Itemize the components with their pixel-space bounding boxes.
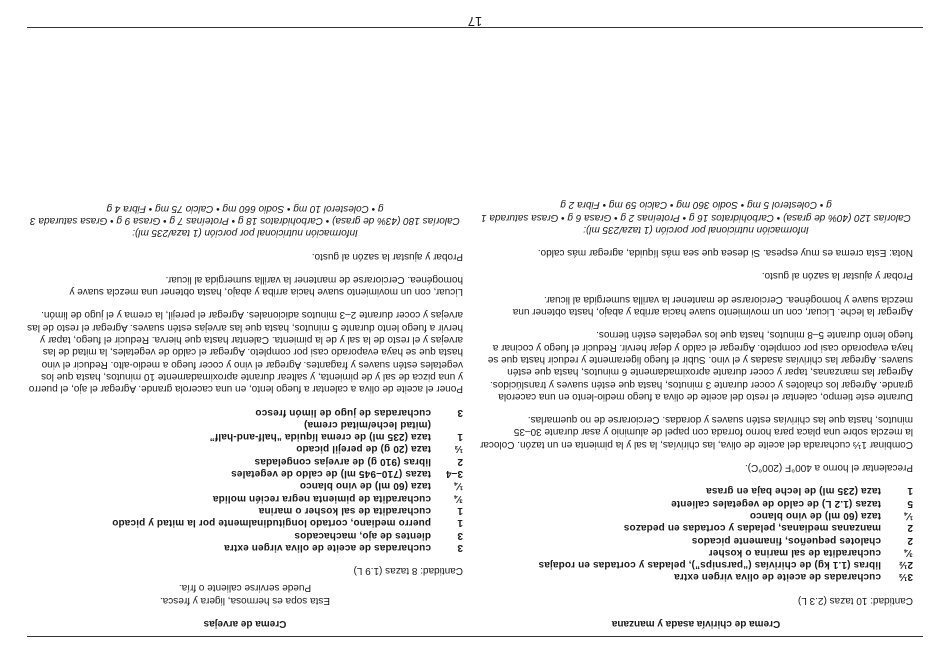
ingredient-quantity: 2 — [457, 455, 463, 467]
ingredient-text: libras (1.1 kg) de chirivías (“parsnips”), peladas y cortadas en rodajas — [538, 559, 881, 571]
recipe-steps — [27, 249, 463, 394]
recipe-step: Poner el aceite de oliva a calentar a fuego lento, en una cacerola grande. Agregar el ajo, el puerro y una pizca de sal y de pimienta, y saltear durante aproximadamente 10 minutos, hasta que los vegetales estén suaves y fragantes. Agregar el vino y cocer fuego a medio-alto. Reducir el vino hasta que se haya evaporado casi por completo. Agregar el caldo de vegetales, la mitad de las arvejas y el resto de la sal y de la pimienta. Calentar hasta que hierva. Reducir el fuego, tapar y hervir a fuego lento durante 5 minutos, hasta que las arvejas estén suaves. Agregar el resto de las arvejas y cocer durante 2–3 minutos adicionales. Agregar el perejil, la crema y el jugo de limón. — [27, 309, 463, 395]
ingredient-item — [479, 521, 913, 533]
ingredient-text: tazas (710–945 ml) de caldo de vegetales — [231, 468, 431, 480]
ingredient-item — [479, 509, 913, 521]
recipe-yield: Cantidad: 10 tazas (2.3 L) — [797, 594, 913, 606]
ingredient-quantity: 3 — [457, 541, 463, 553]
nutrition-values: Calorías 180 (43% de grasa) • Carbohidratos 18 g • Proteínas 7 g • Grasa 9 g • Grasa saturada 3 g • Colesterol 10 mg • Sodio 660 mg • Calcio 75 mg • Fibra 4 g — [30, 202, 460, 226]
ingredient-quantity: 3–4 — [445, 468, 463, 480]
ingredient-text: cucharadas de aceite de oliva virgen extra — [224, 541, 431, 553]
ingredient-item — [27, 491, 463, 503]
ingredient-text: manzanas medianas, peladas y cortadas en pedazos — [623, 522, 881, 534]
ingredient-quantity: 5 — [907, 497, 913, 509]
ingredient-item — [27, 442, 463, 454]
ingredient-quantity: ⅓ — [454, 443, 463, 455]
ingredient-item — [479, 546, 913, 558]
recipe-step: Probar y ajustar la sazón al gusto. — [311, 250, 463, 262]
page-number: 17 — [467, 14, 483, 29]
recipe-step: Durante este tiempo, calentar el resto del aceite de oliva a fuego medio-lento en una cacerola grande. Agregar los chalotes y cocer durante 3 minutos, hasta que estén suaves y translúcidos. Agregar las manzanas, tapar y cocer durante aproximadamente 6 minutos, hasta que estén suaves. Agregar las chirivías asadas y el vino. Subir el fuego ligeramente y reducir hasta que se haya evaporado casi por completo. Agregar el caldo y dejar hervir. Reducir el fuego y cocinar a fuego lento durante 5–8 minutos, hasta que los vegetales estén tiernos. — [487, 329, 913, 402]
recipe-yield: Cantidad: 8 tazas (1.9 L) — [353, 565, 463, 577]
recipe-column-parsnip — [479, 198, 913, 629]
ingredient-quantity: ¼ — [454, 480, 463, 492]
ingredient-text: taza (60 ml) de vino blanco — [299, 480, 431, 492]
ingredient-text: tazas (1.2 L) de caldo de vegetales caliente — [670, 497, 881, 509]
recipe-intro-line: Puede servirse caliente o fría. — [178, 582, 312, 594]
recipe-step: Combinar 1⅓ cucharada del aceite de oliva, las chirivías, la sal y la pimienta en un tazón. Colocar la mezcla sobre una placa para horno forrada con papel de aluminio y asar durante 30–35 minutos, hasta que las chirivías estén suaves y doradas. Cerciorarse de no quemarlas. — [479, 414, 913, 450]
recipe-steps — [479, 246, 913, 473]
ingredient-text: taza (235 ml) de leche baja en grasa — [706, 485, 881, 497]
ingredient-text: (mitad leche/mitad crema) — [303, 418, 431, 430]
ingredient-quantity — [431, 418, 463, 430]
nutrition-values: Calorías 120 (40% de grasa) • Carbohidratos 16 g • Proteínas 2 g • Grasa 6 g • Grasa saturada 1 g • Colesterol 5 mg • Sodio 360 mg • Calcio 59 mg • Fibra 2 g — [481, 199, 911, 223]
ingredient-list — [27, 405, 463, 553]
ingredient-quantity: ¼ — [904, 509, 913, 521]
ingredient-quantity: 1 — [457, 517, 463, 529]
ingredient-item — [479, 570, 913, 582]
recipe-step: Precalentar el horno a 400°F (200°C). — [744, 462, 913, 474]
ingredient-text: cucharadas de jugo de limón fresco — [255, 406, 431, 418]
recipe-title: Crema de chirivía asada y manzana — [611, 618, 781, 629]
ingredient-text: cucharadita de pimienta negra recién molida — [212, 492, 431, 504]
nutrition-title: Información nutricional por porción (1 taza/235 ml): — [583, 223, 809, 235]
ingredient-item — [27, 405, 463, 417]
recipe-step: Probar y ajustar la sazón al gusto. — [761, 270, 913, 282]
nutrition-info — [27, 201, 463, 238]
nutrition-info — [479, 198, 913, 235]
ingredient-item — [27, 479, 463, 491]
ingredient-list — [479, 484, 913, 582]
ingredient-text: cucharadita de sal marina o kosher — [708, 546, 881, 558]
ingredient-item — [479, 496, 913, 508]
ingredient-quantity: 2½ — [898, 559, 913, 571]
ingredient-item — [27, 541, 463, 553]
ingredient-text: cucharadas de aceite de oliva virgen extra — [674, 571, 881, 583]
ingredient-item — [27, 418, 463, 430]
recipe-step: Licuar, con un movimiento suave hacia arriba y abajo, hasta obtener una mezcla suave y homogénea. Cerciorarse de mantener la varilla sumergida al licuar. — [69, 273, 463, 298]
ingredient-quantity: 1 — [457, 431, 463, 443]
ingredient-text: chalotes pequeños, finamente picados — [691, 534, 881, 546]
ingredient-item — [27, 454, 463, 466]
ingredient-quantity: ¾ — [454, 492, 463, 504]
ingredient-text: libras (910 g) de arvejas congeladas — [254, 455, 431, 467]
ingredient-text: dientes de ajo, machacados — [294, 529, 431, 541]
ingredient-item — [479, 484, 913, 496]
ingredient-quantity: 2 — [907, 522, 913, 534]
ingredient-quantity: 1 — [907, 485, 913, 497]
ingredient-item — [27, 516, 463, 528]
ingredient-item — [27, 504, 463, 516]
top-rule — [27, 636, 923, 637]
recipe-title: Crema de arvejas — [203, 618, 287, 629]
ingredient-quantity: 2 — [907, 534, 913, 546]
ingredient-item — [27, 467, 463, 479]
ingredient-quantity: ¾ — [904, 546, 913, 558]
ingredient-text: taza (235 ml) de crema líquida “half-and-half” — [209, 431, 431, 443]
ingredient-quantity: 3 — [457, 529, 463, 541]
ingredient-item — [479, 558, 913, 570]
recipe-intro-line: Esta sopa es hermosa, ligera y fresca. — [159, 594, 331, 606]
ingredient-item — [27, 528, 463, 540]
ingredient-text: taza (60 ml) de vino blanco — [749, 509, 881, 521]
ingredient-item — [27, 430, 463, 442]
ingredient-text: cucharadita de sal kosher o marina — [258, 504, 431, 516]
nutrition-title: Información nutricional por porción (1 taza/235 ml): — [132, 227, 358, 239]
ingredient-quantity: 3⅓ — [898, 571, 913, 583]
ingredient-quantity: 1 — [457, 504, 463, 516]
recipe-step: Nota: Esta crema es muy espesa. Si desea que sea más líquida, agregar más caldo. — [537, 247, 913, 259]
ingredient-text: taza (20 g) de perejil picado — [296, 443, 431, 455]
ingredient-quantity: 3 — [457, 406, 463, 418]
recipe-column-peas — [27, 201, 463, 629]
ingredient-item — [479, 533, 913, 545]
ingredient-text: puerro mediano, cortado longitudinalmente por la mitad y picado — [112, 517, 431, 529]
recipe-step: Agregar la leche. Licuar, con un movimiento suave hacia arriba y abajo, hasta obtener una mezcla suave y homogénea. Cerciorarse de mantener la varilla sumergida al licuar. — [512, 293, 913, 318]
